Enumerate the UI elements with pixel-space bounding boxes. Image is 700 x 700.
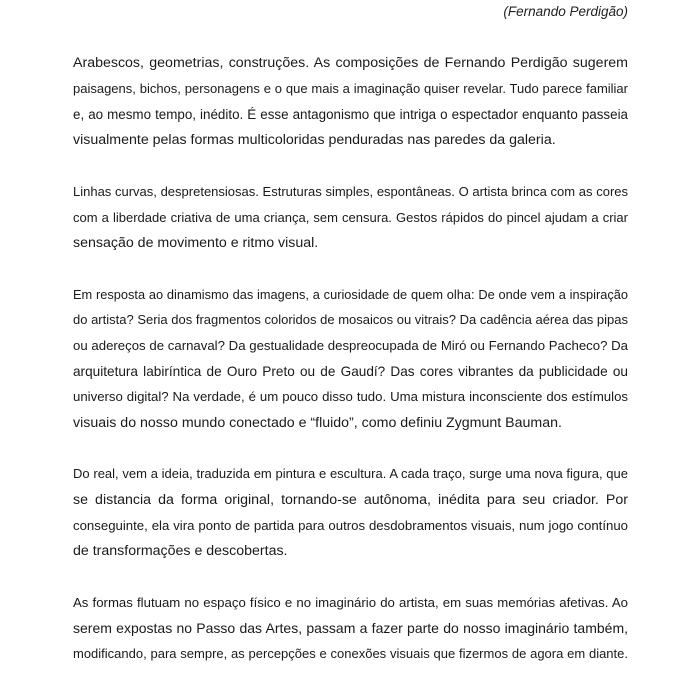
text-line: Em resposta ao dinamismo das imagens, a curiosidade de quem olha: De onde vem a inspiração bbox=[73, 287, 628, 302]
text-line: Arabescos, geometrias, construções. As composições de Fernando Perdigão sugerem bbox=[73, 55, 628, 71]
text-line: As formas flutuam no espaço físico e no imaginário do artista, em suas memórias afetivas. Ao bbox=[73, 595, 628, 610]
author-attribution: (Fernando Perdigão) bbox=[503, 4, 628, 19]
text-line: paisagens, bichos, personagens e o que mais a imaginação quiser revelar. Tudo parece familiar bbox=[73, 81, 628, 96]
text-line: arquitetura labiríntica de Ouro Preto ou de Gaudí? Das cores vibrantes da publicidade ou bbox=[73, 364, 628, 379]
text-line: ou adereços de carnaval? Da gestualidade despreocupada de Miró ou Fernando Pacheco? Da bbox=[73, 338, 628, 353]
text-line: visualmente pelas formas multicoloridas penduradas nas paredes da galeria. bbox=[73, 132, 556, 148]
text-line: com a liberdade criativa de uma criança, sem censura. Gestos rápidos do pincel ajudam a criar bbox=[73, 210, 628, 225]
text-line: sensação de movimento e ritmo visual. bbox=[73, 235, 319, 251]
text-line: Linhas curvas, despretensiosas. Estruturas simples, espontâneas. O artista brinca com as cores bbox=[73, 184, 628, 199]
text-line: visuais do nosso mundo conectado e “fluido”, como definiu Zygmunt Bauman. bbox=[73, 415, 562, 431]
text-line: universo digital? Na verdade, é um pouco disso tudo. Uma mistura inconsciente dos estímulos bbox=[73, 389, 628, 404]
text-line: se distancia da forma original, tornando-se autônoma, inédita para seu criador. Por bbox=[73, 492, 628, 508]
text-line: do artista? Seria dos fragmentos coloridos de mosaicos ou vitrais? Da cadência aérea das pipas bbox=[73, 312, 628, 327]
text-line: de transformações e descobertas. bbox=[73, 543, 288, 559]
text-line: Do real, vem a ideia, traduzida em pintura e escultura. A cada traço, surge uma nova figura, que bbox=[73, 466, 628, 481]
text-line: modificando, para sempre, as percepções e conexões visuais que fizermos de agora em diante. bbox=[73, 646, 628, 661]
text-line: conseguinte, ela vira ponto de partida para outros desdobramentos visuais, num jogo contínuo bbox=[73, 518, 628, 533]
text-line: e, ao mesmo tempo, inédito. É esse antagonismo que intriga o espectador enquanto passeia bbox=[73, 107, 628, 122]
text-line: serem expostas no Passo das Artes, passam a fazer parte do nosso imaginário também, bbox=[73, 620, 628, 636]
